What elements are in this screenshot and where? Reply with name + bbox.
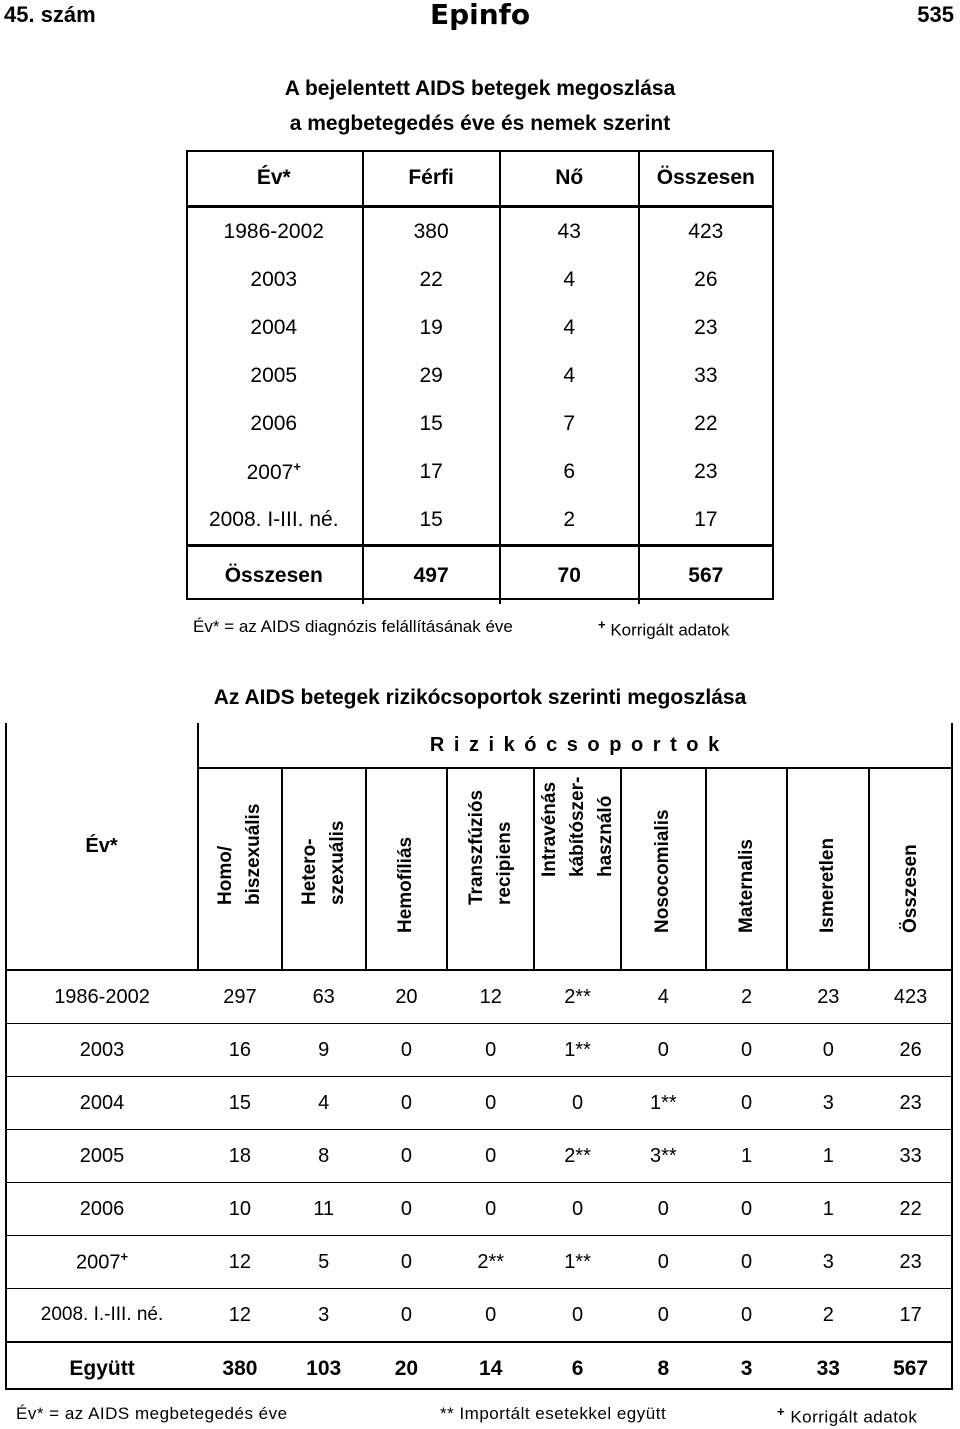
table2-row [6,1024,952,1077]
female-cell-text: 43 [557,220,581,243]
value-cell: 8 [282,1130,366,1183]
col-header-year: Év* [186,150,363,207]
year-cell-text: 2008. I-III. né. [208,508,339,531]
year-cell-text: 2006 [250,412,298,435]
total-cell-text: 26 [694,268,718,291]
value-cell: 10 [198,1183,282,1236]
year-cell [186,400,363,448]
value-cell: 0 [447,1077,534,1130]
value-cell: 2 [787,1289,869,1343]
header-line: Hemofíliás [395,836,417,933]
value-cell: 15 [198,1077,282,1130]
value-cell: 0 [366,1183,448,1236]
header-line: Nosocomialis [652,809,674,933]
total-cell [639,304,772,352]
table1-note-year: Év* = az AIDS diagnózis felállításának éve [193,617,513,636]
page-number: 535 [917,2,954,27]
value-cell: 1 [787,1130,869,1183]
total-cell [639,400,772,448]
value-cell: 0 [447,1024,534,1077]
year-cell [6,1024,198,1077]
total-cell-text: 33 [694,364,718,387]
female-cell [500,352,639,400]
header-line: Hetero- [298,838,320,905]
value-cell: 0 [706,1236,788,1289]
table1-row [186,352,772,400]
value-cell: 0 [534,1077,621,1130]
risk-column-header [534,768,621,970]
value-cell: 12 [447,970,534,1024]
col-header-female: Nő [500,150,639,207]
year-cell-text: 1986-2002 [54,985,150,1008]
female-cell [500,304,639,352]
total-value-cell: 3 [706,1342,788,1395]
table2-note-year: Év* = az AIDS megbetegedés éve [16,1404,288,1423]
value-cell: 5 [282,1236,366,1289]
total-cell-text: 423 [688,220,724,243]
total-value-cell: 567 [869,1342,952,1395]
value-cell: 23 [869,1077,952,1130]
male-cell [363,304,500,352]
header-line: Homo/ [214,845,236,905]
col-header-male: Férfi [363,150,500,207]
value-cell: 0 [621,1236,706,1289]
value-cell: 16 [198,1024,282,1077]
value-cell: 0 [621,1289,706,1343]
value-cell: 423 [869,970,952,1024]
risk-column-header [447,768,534,970]
risk-column-header-text [733,839,761,933]
total-value-cell: 20 [366,1342,448,1395]
year-cell [6,1077,198,1130]
value-cell: 23 [787,970,869,1024]
year-cell [186,304,363,352]
page-number-label: 45. szám [4,2,96,27]
value-cell: 22 [869,1183,952,1236]
value-cell: 0 [534,1183,621,1236]
table2-title: Az AIDS betegek rizikócsoportok szerinti megoszlása [213,686,747,709]
female-cell [500,448,639,496]
male-cell-text: 17 [419,460,443,483]
value-cell: 20 [366,970,448,1024]
total-cell-text: 17 [694,508,718,531]
year-cell [186,496,363,546]
table2-total-row [6,1342,952,1395]
value-cell: 4 [282,1077,366,1130]
risk-column-header [198,768,282,970]
female-cell-text: 4 [563,316,576,339]
year-cell-text: 2003 [250,268,298,291]
value-cell: 9 [282,1024,366,1077]
year-cell-text: 2007 [246,461,294,484]
total-value-cell: 103 [282,1342,366,1395]
total-value-cell: 380 [198,1342,282,1395]
header-line: recipiens [493,821,515,905]
header-line: használó [594,795,616,877]
value-cell: 1** [534,1236,621,1289]
table1-row [186,207,772,257]
year-cell-text: 2005 [250,364,298,387]
male-cell [363,496,500,546]
year-cell-text: 2004 [250,316,298,339]
table1-row [186,496,772,546]
table2-row [6,1130,952,1183]
male-cell-text: 380 [413,220,449,243]
year-cell [186,207,363,257]
female-cell-text: 4 [563,364,576,387]
female-cell [500,496,639,546]
total-male: 497 [363,546,500,605]
total-value-cell: 8 [621,1342,706,1395]
male-cell-text: 22 [419,268,443,291]
male-cell-text: 29 [419,364,443,387]
male-cell-text: 15 [419,508,443,531]
value-cell: 0 [621,1024,706,1077]
year-cell [186,256,363,304]
value-cell: 1** [534,1024,621,1077]
male-cell [363,256,500,304]
table1-row [186,256,772,304]
table1-row [186,304,772,352]
total-total: 567 [639,546,772,605]
male-cell-text: 19 [419,316,443,339]
male-cell [363,400,500,448]
table1-title-line1: A bejelentett AIDS betegek megoszlása [284,77,676,100]
header-line: Ismeretlen [817,837,839,933]
value-cell: 2** [534,1130,621,1183]
value-cell: 33 [869,1130,952,1183]
value-cell: 3 [787,1077,869,1130]
value-cell: 0 [706,1024,788,1077]
value-cell: 3 [787,1236,869,1289]
risk-column-header [282,768,366,970]
value-cell: 11 [282,1183,366,1236]
header-line: szexuális [326,820,348,905]
value-cell: 3 [282,1289,366,1343]
year-cell-text: 2003 [79,1038,125,1061]
risk-column-header-text [649,809,677,933]
year-cell-text: 2006 [79,1197,125,1220]
value-cell: 0 [787,1024,869,1077]
risk-column-header [787,768,869,970]
year-cell-text: 2004 [79,1091,125,1114]
superscript-plus: + [598,617,606,632]
value-cell: 2** [447,1236,534,1289]
risk-column-header-text [897,844,925,933]
year-cell [6,1236,198,1289]
superscript-plus: + [120,1249,129,1265]
value-cell: 12 [198,1236,282,1289]
year-cell [6,970,198,1024]
year-cell [6,1289,198,1343]
male-cell [363,207,500,257]
total-cell [639,207,772,257]
total-value-cell: 33 [787,1342,869,1395]
header-line: Transzfúziós [465,789,487,905]
superscript-plus: + [777,1404,786,1419]
female-cell-text: 2 [563,508,576,531]
value-cell: 4 [621,970,706,1024]
total-cell-text: 22 [694,412,718,435]
value-cell: 0 [366,1024,448,1077]
total-cell [639,496,772,546]
table2-row [6,1183,952,1236]
year-cell-text: 2008. I.-III. né. [40,1304,164,1325]
year-cell [186,352,363,400]
risk-column-header-text [814,838,842,933]
table1-note-corrected-text: Korrigált adatok [605,620,730,640]
risk-column-header-text [296,821,352,906]
male-cell-text: 15 [419,412,443,435]
risk-column-header-text [536,777,620,877]
header-line: biszexuális [242,803,264,905]
table1-row [186,400,772,448]
female-cell-text: 7 [563,412,576,435]
risk-groups-header: R i z i k ó c s o p o r t o k [198,723,952,768]
value-cell: 0 [366,1236,448,1289]
publication-logo: Epinfo [429,0,531,31]
value-cell: 0 [534,1289,621,1343]
superscript-plus: + [293,459,301,474]
table2 [6,723,954,1390]
female-cell [500,256,639,304]
year-cell [6,1130,198,1183]
value-cell: 1 [787,1183,869,1236]
value-cell: 18 [198,1130,282,1183]
header-line: Összesen [900,844,922,933]
year-cell-text: 2007 [75,1251,121,1274]
year-cell-text: 2005 [79,1144,125,1167]
table2-note-imported: ** Importált esetekkel együtt [440,1404,667,1423]
value-cell: 12 [198,1289,282,1343]
table2-row [6,1289,952,1343]
header-line: kábítószer- [566,776,588,877]
value-cell: 26 [869,1024,952,1077]
total-value-cell: 6 [534,1342,621,1395]
total-cell-text: 23 [694,460,718,483]
value-cell: 3** [621,1130,706,1183]
total-cell [639,256,772,304]
col-header-total: Összesen [639,150,772,207]
year-cell [186,448,363,496]
value-cell: 0 [621,1183,706,1236]
table1-title-line2: a megbetegedés éve és nemek szerint [289,112,671,135]
total-label: Összesen [186,546,363,605]
value-cell: 0 [447,1183,534,1236]
total-cell [639,448,772,496]
total-value-cell: 14 [447,1342,534,1395]
female-cell [500,207,639,257]
female-cell-text: 6 [563,460,576,483]
table2-row [6,1077,952,1130]
male-cell [363,448,500,496]
value-cell: 1 [706,1130,788,1183]
header-line: Maternalis [735,839,757,933]
table2-note-corrected [777,1404,917,1428]
year-cell-text: 1986-2002 [223,220,324,243]
value-cell: 63 [282,970,366,1024]
value-cell: 0 [706,1077,788,1130]
value-cell: 0 [366,1289,448,1343]
value-cell: 0 [366,1130,448,1183]
male-cell [363,352,500,400]
value-cell: 1** [621,1077,706,1130]
table2-note-corrected-text: Korrigált adatok [785,1407,918,1427]
table2-row [6,970,952,1024]
female-cell-text: 4 [563,268,576,291]
value-cell: 0 [366,1077,448,1130]
value-cell: 2** [534,970,621,1024]
risk-column-header [869,768,952,970]
value-cell: 17 [869,1289,952,1343]
table1-note-corrected [598,617,729,641]
value-cell: 297 [198,970,282,1024]
risk-column-header-text [392,837,420,933]
value-cell: 0 [447,1130,534,1183]
col-header-year: Év* [6,723,198,970]
value-cell: 0 [447,1289,534,1343]
total-cell-text: 23 [694,316,718,339]
value-cell: 2 [706,970,788,1024]
total-label: Együtt [6,1342,198,1395]
year-cell [6,1183,198,1236]
value-cell: 0 [706,1183,788,1236]
total-cell [639,352,772,400]
table1-row [186,448,772,496]
table1 [186,150,772,597]
female-cell [500,400,639,448]
total-female: 70 [500,546,639,605]
risk-column-header-text [463,790,519,905]
table2-row [6,1236,952,1289]
risk-column-header [706,768,788,970]
value-cell: 23 [869,1236,952,1289]
risk-column-header [366,768,448,970]
risk-column-header-text [212,804,268,905]
value-cell: 0 [706,1289,788,1343]
header-line: Intravénás [538,781,560,877]
table1-total-row [186,546,772,605]
risk-column-header [621,768,706,970]
